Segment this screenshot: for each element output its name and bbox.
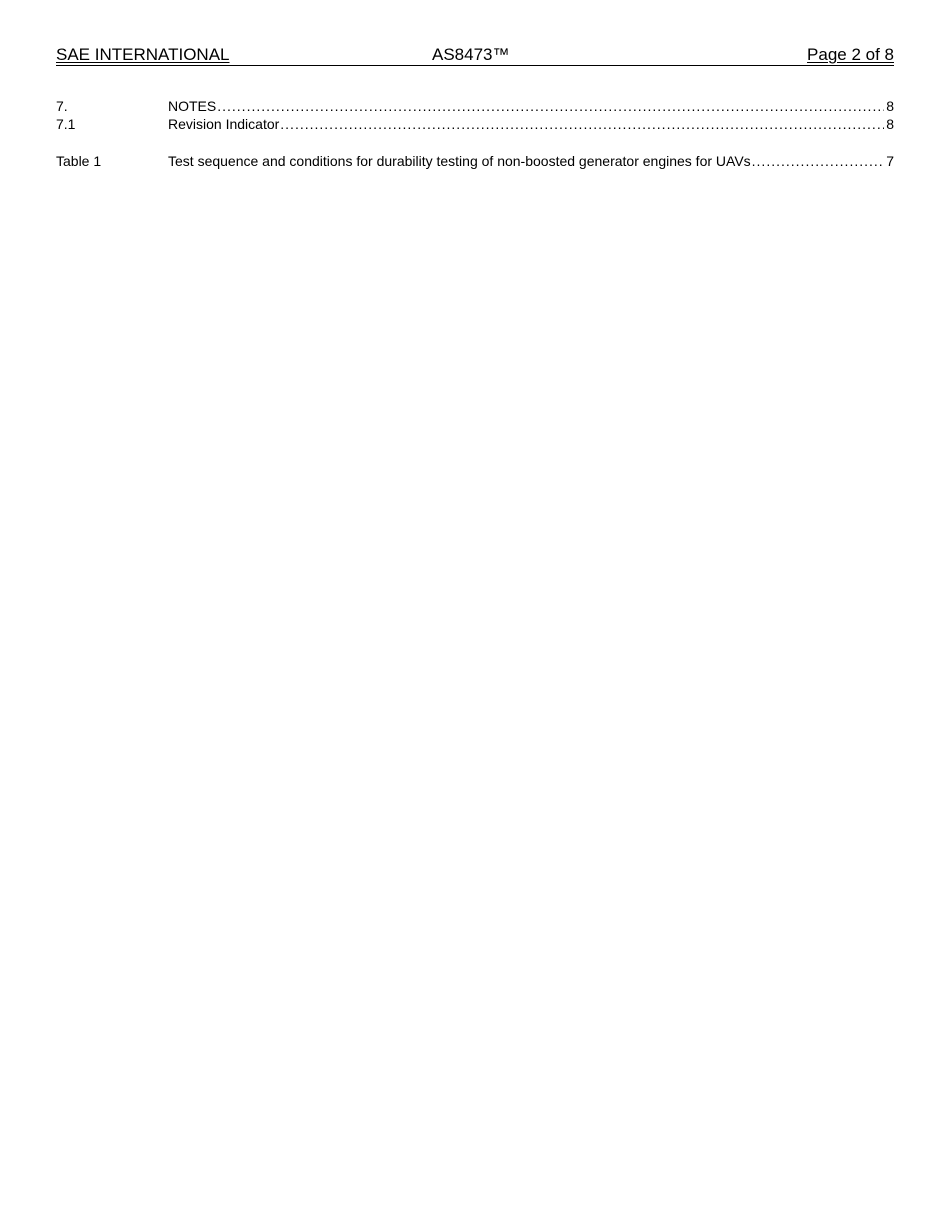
- toc-entry-revision-indicator[interactable]: [56, 115, 894, 133]
- toc-entry-number: 7.1: [56, 116, 76, 132]
- toc-entry-page: 7: [886, 153, 894, 169]
- document-page: [56, 0, 894, 1230]
- toc-entry-table-1[interactable]: [56, 152, 894, 170]
- table-of-contents: [56, 97, 894, 170]
- toc-entry-number: Table 1: [56, 153, 102, 169]
- toc-dot-leader: [280, 115, 884, 133]
- toc-entry-notes[interactable]: [56, 97, 894, 115]
- toc-entry-title: Revision Indicator: [168, 116, 280, 132]
- page-indicator: Page 2 of 8: [807, 45, 894, 64]
- organization-name: SAE INTERNATIONAL: [56, 45, 230, 64]
- document-number: AS8473™: [432, 45, 510, 64]
- toc-entry-title: NOTES: [168, 98, 217, 114]
- toc-entry-page: 8: [886, 116, 894, 132]
- toc-entry-title: Test sequence and conditions for durability testing of non-boosted generator engines for UAVs: [168, 153, 751, 169]
- toc-entry-page: 8: [886, 98, 894, 114]
- toc-dot-leader: [217, 97, 884, 115]
- page-header: [56, 44, 894, 66]
- toc-dot-leader: [752, 152, 885, 170]
- toc-entry-number: 7.: [56, 98, 68, 114]
